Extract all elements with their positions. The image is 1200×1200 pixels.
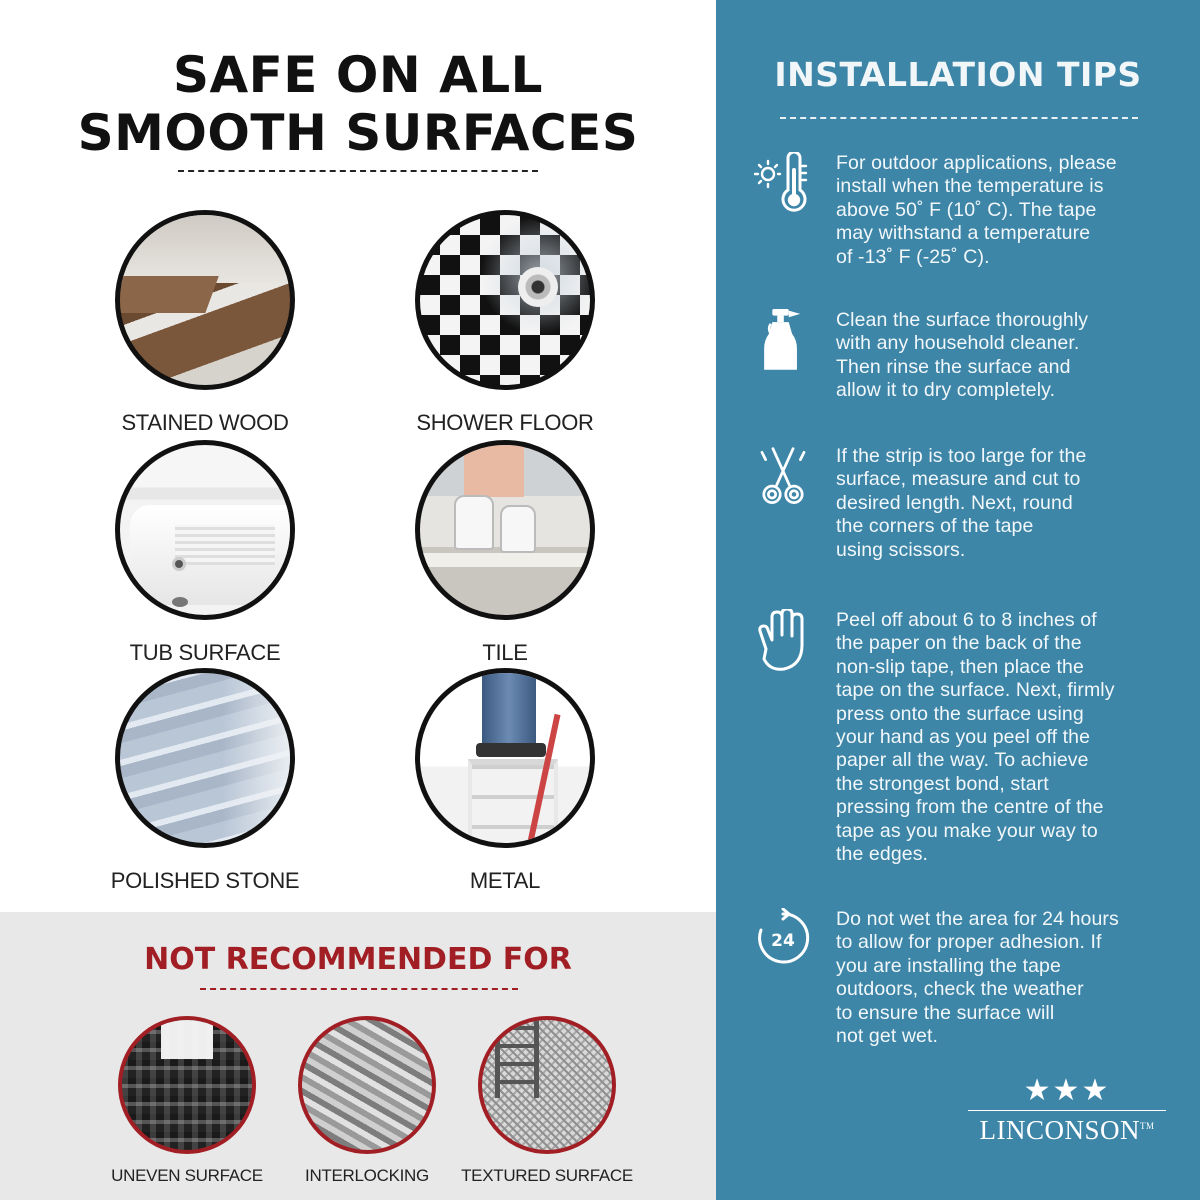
surface-label: STAINED WOOD — [121, 410, 289, 435]
scissors-icon — [754, 445, 812, 509]
surface-stained-wood — [85, 210, 325, 436]
24-hour-icon-label: 24 — [771, 931, 795, 951]
uneven-surface-photo — [118, 1016, 256, 1154]
brand-wordmark: LINCONSON — [979, 1115, 1140, 1145]
polished-stone-photo — [115, 668, 295, 848]
bad-surface-uneven — [82, 1016, 292, 1186]
brand-logo — [962, 1076, 1172, 1146]
brand-trademark: TM — [1140, 1121, 1155, 1131]
surface-polished-stone — [85, 668, 325, 894]
brand-name — [962, 1115, 1172, 1146]
bad-surface-label: TEXTURED SURFACE — [461, 1166, 633, 1185]
bad-surface-interlocking — [262, 1016, 472, 1186]
tip-text: For outdoor applications, please install when the temperature is above 50˚ F (10˚ C). The tape may withstand a temperature of -13˚ F (-25˚ C). — [836, 152, 1117, 268]
textured-surface-photo — [478, 1016, 616, 1154]
interlocking-photo — [298, 1016, 436, 1154]
brand-rule — [968, 1110, 1166, 1111]
24-hour-icon — [754, 908, 812, 972]
tip-text: If the strip is too large for the surface, measure and cut to desired length. Next, round the corners of the tape using scissors. — [836, 445, 1087, 561]
not-recommended-section — [0, 912, 716, 1200]
surface-shower-floor — [385, 210, 625, 436]
installation-tips-panel — [716, 0, 1200, 1200]
surface-metal — [385, 668, 625, 894]
safe-surfaces-section — [0, 0, 716, 912]
tip-text: Peel off about 6 to 8 inches of the paper on the back of the non-slip tape, then place the tape on the surface. Next, firmly press onto the surface using your hand as you peel off the paper all the way. To achieve the strongest bond, start pressing from the centre of the tape as you make your way to the edges. — [836, 609, 1115, 866]
safe-title — [0, 46, 716, 162]
stained-wood-photo — [115, 210, 295, 390]
tip-text: Do not wet the area for 24 hours to allow for proper adhesion. If you are installing the tape outdoors, check the weather to ensure the surface will not get wet. — [836, 908, 1119, 1048]
surface-label: METAL — [469, 868, 541, 893]
bad-surface-label: UNEVEN SURFACE — [111, 1166, 263, 1185]
hand-icon — [754, 609, 812, 673]
tips-title: INSTALLATION TIPS — [774, 55, 1142, 94]
surface-label: TUB SURFACE — [129, 640, 281, 665]
metal-photo — [415, 668, 595, 848]
surface-tub — [85, 440, 325, 666]
surface-label: TILE — [482, 640, 528, 665]
tub-surface-photo — [115, 440, 295, 620]
surface-tile — [385, 440, 625, 666]
surface-label: SHOWER FLOOR — [416, 410, 594, 435]
safe-title-line1: SAFE ON ALL — [172, 46, 544, 104]
spray-bottle-icon — [754, 309, 812, 373]
not-recommended-title: NOT RECOMMENDED FOR — [144, 942, 572, 977]
surface-label: POLISHED STONE — [110, 868, 300, 893]
tip-text: Clean the surface thoroughly with any household cleaner. Then rinse the surface and allow it to dry completely. — [836, 309, 1089, 402]
shower-floor-photo — [415, 210, 595, 390]
bad-surface-textured — [442, 1016, 652, 1186]
tips-divider — [780, 117, 1138, 119]
not-recommended-divider — [200, 988, 518, 990]
safe-title-line2: SMOOTH SURFACES — [77, 104, 639, 162]
bad-surface-label: INTERLOCKING — [305, 1166, 429, 1185]
thermometer-sun-icon — [754, 152, 812, 216]
tile-photo — [415, 440, 595, 620]
safe-divider — [178, 170, 538, 172]
brand-stars-icon: ★★★ — [1023, 1074, 1111, 1107]
